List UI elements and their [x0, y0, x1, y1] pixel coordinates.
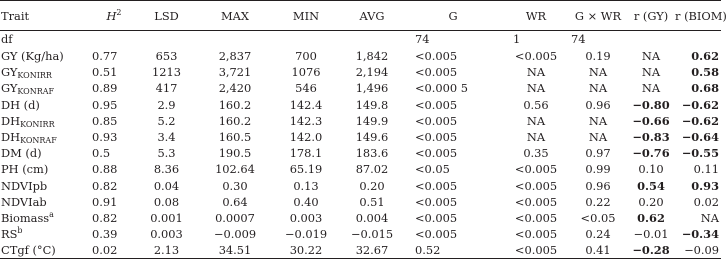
- df-row: [0, 31, 721, 49]
- cell-min: 700: [295, 49, 317, 64]
- cell-lsd: 2.9: [157, 97, 176, 112]
- cell-trait: [0, 113, 82, 129]
- cell-g: <0.005: [415, 97, 458, 112]
- table-row: [0, 210, 721, 226]
- cell-min: 0.40: [293, 194, 319, 209]
- cell-r-gy: NA: [641, 49, 661, 64]
- cell-h2: 0.91: [92, 194, 118, 209]
- cell-max: 2,420: [218, 81, 252, 96]
- cell-lsd: 0.08: [153, 194, 180, 209]
- cell-avg: 183.6: [355, 146, 389, 161]
- table-row: [0, 49, 721, 65]
- cell-r-biom: −0.34: [681, 227, 719, 242]
- header-h2-base: H: [106, 8, 117, 23]
- trait-label: GY: [1, 81, 18, 96]
- cell-r-gy: NA: [641, 81, 661, 96]
- cell-h2: 0.93: [92, 130, 118, 145]
- header-r-biom: r (BIOM): [675, 1, 721, 31]
- cell-wr: NA: [526, 130, 546, 145]
- df-g: 74: [415, 32, 430, 47]
- cell-r-biom: 0.62: [691, 49, 719, 64]
- table-body: [0, 31, 721, 259]
- trait-label: Biomass: [1, 210, 50, 225]
- table-row: [0, 97, 721, 113]
- cell-lsd: 2.13: [134, 243, 199, 259]
- cell-gxwr: 0.97: [585, 146, 611, 161]
- cell-gxwr: 0.19: [585, 49, 611, 64]
- cell-r-biom: 0.93: [691, 178, 719, 193]
- df-wr: 1: [513, 32, 521, 47]
- cell-trait: [0, 65, 82, 81]
- cell-gxwr: 0.96: [585, 178, 611, 193]
- cell-r-gy: 0.54: [637, 178, 665, 193]
- table-row: [0, 162, 721, 178]
- cell-min: 0.003: [289, 210, 323, 225]
- trait-superscript: a: [49, 209, 54, 219]
- cell-max: 160.2: [218, 97, 252, 112]
- cell-trait: [0, 227, 82, 243]
- cell-avg: 149.6: [355, 130, 389, 145]
- cell-trait: [0, 178, 82, 194]
- trait-superscript: b: [17, 226, 23, 236]
- cell-trait: [0, 194, 82, 210]
- header-h2-sup: 2: [116, 7, 122, 17]
- cell-gxwr: NA: [588, 81, 608, 96]
- cell-gxwr: 0.99: [585, 162, 611, 177]
- cell-min: 65.19: [289, 162, 323, 177]
- header-wr: WR: [503, 1, 569, 31]
- trait-subscript: KONIRR: [17, 71, 52, 81]
- cell-r-biom: −0.64: [681, 130, 719, 145]
- cell-h2: 0.77: [92, 49, 118, 64]
- trait-subscript: KONRAF: [17, 87, 55, 97]
- cell-min: 1076: [291, 65, 321, 80]
- df-gxwr: 74: [571, 32, 586, 47]
- trait-label: RS: [1, 227, 18, 242]
- cell-r-gy: 0.20: [638, 194, 664, 209]
- cell-trait: [0, 97, 82, 113]
- cell-trait: [0, 81, 82, 97]
- cell-g: <0.005: [415, 194, 458, 209]
- cell-max: 102.64: [215, 162, 255, 177]
- table-row: [0, 129, 721, 145]
- trait-subscript: KONRAF: [20, 136, 57, 146]
- cell-r-gy: 0.62: [637, 210, 665, 225]
- trait-label: PH (cm): [1, 162, 49, 177]
- cell-wr: <0.005: [514, 178, 558, 193]
- cell-avg: 1,496: [355, 81, 389, 96]
- cell-wr: 0.35: [523, 146, 549, 161]
- header-max: MAX: [199, 1, 271, 31]
- trait-label: NDVIab: [1, 194, 47, 209]
- cell-wr: <0.005: [514, 227, 558, 242]
- cell-gxwr: <0.05: [580, 210, 616, 225]
- cell-max: −0.009: [213, 227, 257, 242]
- cell-wr: 0.56: [523, 97, 549, 112]
- table-row: [0, 81, 721, 97]
- table-row: [0, 146, 721, 162]
- cell-min: 142.3: [289, 113, 323, 128]
- df-avg: [341, 31, 403, 49]
- cell-trait: [0, 210, 82, 226]
- cell-lsd: 417: [155, 81, 178, 96]
- cell-r-gy: 0.10: [638, 162, 664, 177]
- header-r-gy: r (GY): [627, 1, 675, 31]
- cell-gxwr: 0.96: [585, 97, 611, 112]
- cell-wr: <0.005: [514, 194, 558, 209]
- cell-avg: 2,194: [355, 65, 389, 80]
- cell-g: <0.005: [415, 113, 458, 128]
- cell-trait: [0, 243, 82, 259]
- cell-min: −0.019: [284, 227, 328, 242]
- cell-trait: [0, 146, 82, 162]
- cell-g: 0.52: [403, 243, 503, 259]
- cell-h2: 0.95: [92, 97, 118, 112]
- cell-wr: <0.005: [514, 49, 558, 64]
- cell-trait: [0, 129, 82, 145]
- header-trait: Trait: [0, 1, 82, 31]
- cell-avg: 0.51: [359, 194, 385, 209]
- cell-r-biom: −0.62: [681, 97, 719, 112]
- cell-g: <0.005: [415, 227, 458, 242]
- cell-h2: 0.02: [82, 243, 134, 259]
- cell-g: <0.005: [415, 65, 458, 80]
- cell-wr: <0.005: [514, 162, 558, 177]
- header-min: MIN: [271, 1, 341, 31]
- cell-lsd: 1213: [152, 65, 181, 80]
- df-lsd: [134, 31, 199, 49]
- cell-h2: 0.89: [92, 81, 118, 96]
- trait-label: GY (Kg/ha): [1, 49, 64, 64]
- cell-lsd: 0.003: [150, 227, 183, 242]
- table-row: [0, 194, 721, 210]
- cell-h2: 0.82: [92, 178, 118, 193]
- cell-h2: 0.5: [92, 146, 111, 161]
- cell-g: <0.005: [415, 130, 458, 145]
- cell-r-biom: −0.09: [675, 243, 721, 259]
- cell-max: 0.0007: [215, 210, 255, 225]
- cell-r-biom: 0.11: [693, 162, 719, 177]
- cell-lsd: 653: [155, 49, 178, 64]
- cell-max: 160.5: [218, 130, 252, 145]
- cell-avg: 32.67: [341, 243, 403, 259]
- cell-g: <0.005: [415, 210, 458, 225]
- cell-min: 30.22: [271, 243, 341, 259]
- cell-h2: 0.51: [92, 65, 118, 80]
- cell-h2: 0.39: [92, 227, 118, 242]
- cell-r-biom: 0.02: [693, 194, 719, 209]
- cell-g: <0.000 5: [415, 81, 469, 96]
- cell-gxwr: 0.22: [585, 194, 611, 209]
- cell-h2: 0.85: [92, 113, 118, 128]
- cell-r-gy: NA: [641, 65, 661, 80]
- df-max: [199, 31, 271, 49]
- header-h2: [82, 1, 134, 31]
- cell-r-biom: NA: [700, 210, 719, 225]
- cell-avg: 149.9: [355, 113, 389, 128]
- cell-lsd: 3.4: [157, 130, 176, 145]
- table-header-row: [0, 1, 721, 31]
- trait-label: DH: [1, 130, 21, 145]
- cell-max: 34.51: [199, 243, 271, 259]
- cell-g: <0.05: [415, 162, 450, 177]
- cell-max: 0.30: [222, 178, 248, 193]
- cell-r-biom: −0.62: [681, 113, 719, 128]
- cell-wr: <0.005: [514, 210, 558, 225]
- cell-h2: 0.88: [92, 162, 118, 177]
- df-min: [271, 31, 341, 49]
- table-row: [0, 178, 721, 194]
- cell-r-biom: 0.58: [691, 65, 719, 80]
- header-avg: AVG: [341, 1, 403, 31]
- cell-gxwr: NA: [588, 113, 608, 128]
- cell-avg: 87.02: [355, 162, 389, 177]
- df-r-gy: [627, 31, 675, 49]
- cell-max: 2,837: [218, 49, 252, 64]
- cell-lsd: 5.3: [157, 146, 176, 161]
- cell-r-gy: −0.83: [632, 130, 670, 145]
- table-row: [0, 113, 721, 129]
- cell-lsd: 0.001: [150, 210, 183, 225]
- cell-avg: 1,842: [355, 49, 389, 64]
- cell-r-gy: −0.76: [632, 146, 670, 161]
- trait-label: CTgf (°C): [1, 243, 56, 258]
- cell-max: 0.64: [222, 194, 248, 209]
- trait-label: DM (d): [1, 146, 42, 161]
- cell-lsd: 5.2: [157, 113, 176, 128]
- cell-h2: 0.82: [92, 210, 118, 225]
- trait-label: DH: [1, 113, 21, 128]
- cell-trait: [0, 49, 82, 65]
- table-row: [0, 65, 721, 81]
- trait-label: NDVIpb: [1, 178, 48, 193]
- cell-avg: 0.20: [359, 178, 385, 193]
- df-r-biom: [675, 31, 721, 49]
- trait-subscript: KONIRR: [20, 119, 55, 129]
- cell-trait: [0, 162, 82, 178]
- header-g: G: [403, 1, 503, 31]
- cell-max: 190.5: [218, 146, 252, 161]
- cell-wr: <0.005: [503, 243, 569, 259]
- header-gxwr: G × WR: [569, 1, 627, 31]
- cell-min: 178.1: [289, 146, 323, 161]
- cell-gxwr: NA: [588, 130, 608, 145]
- cell-lsd: 8.36: [153, 162, 180, 177]
- cell-r-gy: −0.80: [632, 97, 670, 112]
- df-h2: [82, 31, 134, 49]
- trait-label: GY: [1, 65, 18, 80]
- cell-g: <0.005: [415, 146, 458, 161]
- cell-avg: −0.015: [350, 227, 394, 242]
- cell-avg: 0.004: [355, 210, 389, 225]
- cell-r-gy: −0.28: [627, 243, 675, 259]
- cell-min: 546: [295, 81, 317, 96]
- cell-r-biom: 0.68: [691, 81, 719, 96]
- cell-r-gy: −0.01: [633, 227, 669, 242]
- df-label: df: [1, 32, 13, 47]
- cell-g: <0.005: [415, 49, 458, 64]
- cell-max: 160.2: [218, 113, 252, 128]
- cell-gxwr: 0.24: [585, 227, 611, 242]
- cell-g: <0.005: [415, 178, 458, 193]
- cell-wr: NA: [526, 65, 546, 80]
- cell-lsd: 0.04: [153, 178, 180, 193]
- cell-wr: NA: [526, 113, 546, 128]
- header-lsd: LSD: [134, 1, 199, 31]
- cell-min: 0.13: [293, 178, 319, 193]
- cell-r-gy: −0.66: [632, 113, 670, 128]
- cell-r-biom: −0.55: [681, 146, 719, 161]
- cell-wr: NA: [526, 81, 546, 96]
- cell-gxwr: 0.41: [569, 243, 627, 259]
- cell-avg: 149.8: [355, 97, 389, 112]
- table-row: [0, 227, 721, 243]
- cell-max: 3,721: [218, 65, 252, 80]
- cell-min: 142.0: [289, 130, 323, 145]
- cell-min: 142.4: [289, 97, 323, 112]
- trait-label: DH (d): [1, 97, 40, 112]
- cell-gxwr: NA: [588, 65, 608, 80]
- table-row: [0, 243, 721, 259]
